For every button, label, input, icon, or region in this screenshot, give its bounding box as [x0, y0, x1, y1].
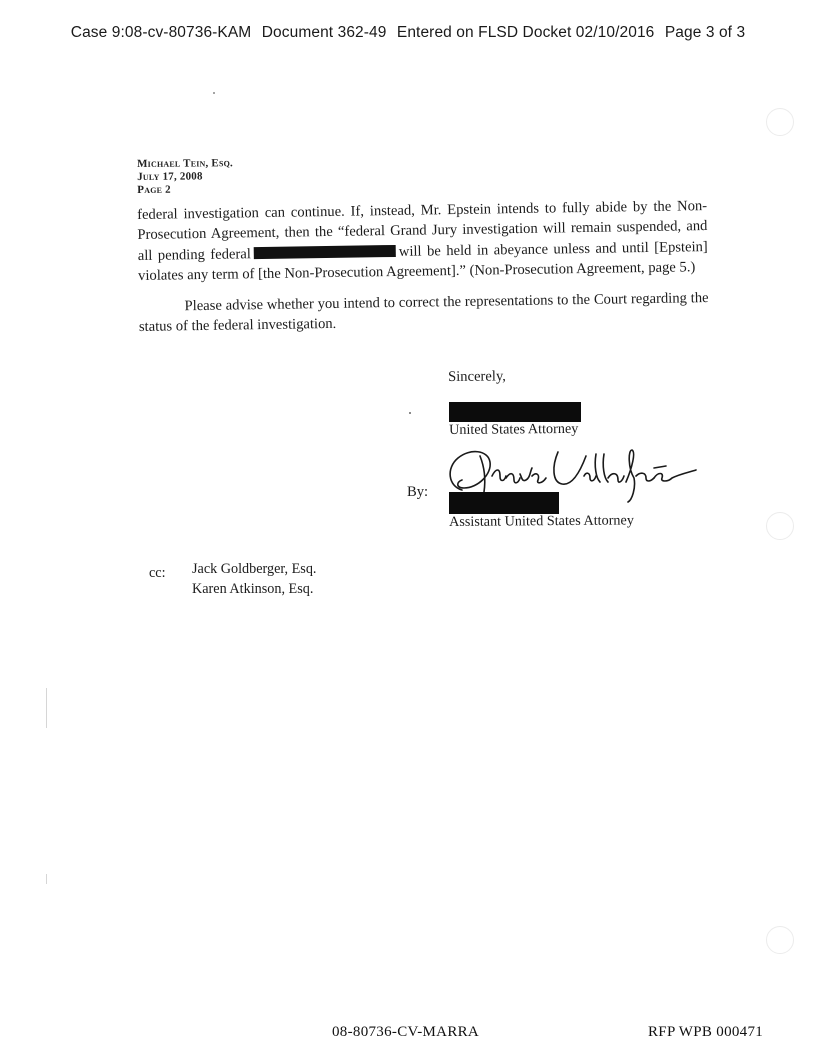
- signatory-title: Assistant United States Attorney: [449, 512, 634, 530]
- punch-hole-mark: [766, 512, 794, 540]
- scan-edge-mark: [46, 688, 47, 728]
- bates-case-number: 08-80736-CV-MARRA: [332, 1024, 480, 1040]
- signatory-title: United States Attorney: [449, 420, 579, 438]
- bates-page-number: RFP WPB 000471: [648, 1024, 764, 1040]
- paragraph-text: will be held in abeyance unless and until [Epstein] violates any term of [the Non-Prosecution Agreement].” (Non-Prosecution Agreement, page 5.): [137, 238, 708, 285]
- body-paragraph: [137, 196, 708, 287]
- cc-recipient: Jack Goldberger, Esq.: [192, 561, 317, 577]
- scan-speck: [409, 412, 411, 414]
- docket-entry: Entered on FLSD Docket 02/10/2016: [396, 24, 655, 41]
- cc-label: cc:: [149, 565, 166, 581]
- cc-recipient: Karen Atkinson, Esq.: [192, 581, 314, 597]
- letter-page: Page 2: [137, 183, 171, 196]
- closing-salutation: Sincerely,: [448, 368, 506, 385]
- body-paragraph: Please advise whether you intend to correct the representations to the Court regarding the status of the federal investigation.: [138, 289, 709, 336]
- page-letterhead: [137, 157, 233, 197]
- redaction-block: [449, 402, 581, 422]
- letter-date: July 17, 2008: [137, 170, 203, 183]
- cc-recipients: [192, 559, 316, 599]
- punch-hole-mark: [766, 108, 794, 136]
- document-number: Document 362-49: [261, 24, 387, 41]
- case-number: Case 9:08-cv-80736-KAM: [70, 24, 252, 41]
- page-indicator: Page 3 of 3: [664, 24, 746, 41]
- letter-body: [137, 196, 709, 337]
- docket-header: [0, 24, 816, 42]
- redaction-block: [254, 245, 396, 259]
- addressee-line: Michael Tein, Esq.: [137, 157, 234, 170]
- by-label: By:: [407, 484, 429, 500]
- scan-speck: [213, 92, 215, 94]
- redaction-block: [449, 492, 559, 514]
- punch-hole-mark: [766, 926, 794, 954]
- paragraph-text: federal investigation can continue. If, instead, Mr. Epstein intends to fully abide by the Non-Prosecution Agreement, then the “federal Grand Jury investigation will remain suspended, and all pending federal: [137, 198, 708, 264]
- scan-edge-mark: [46, 874, 47, 884]
